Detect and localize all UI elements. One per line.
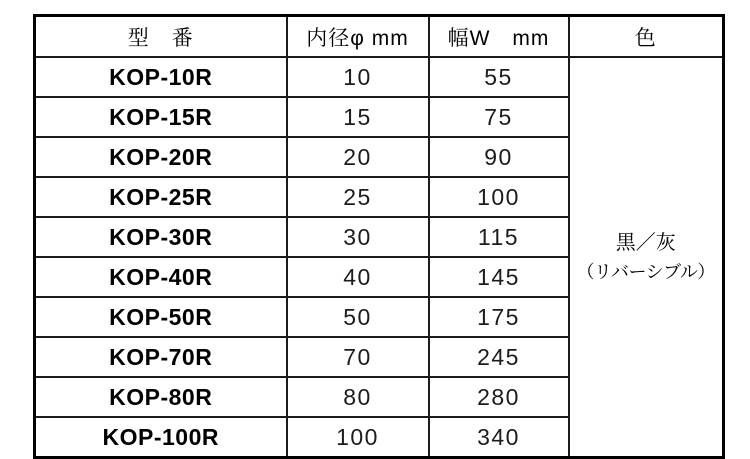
- color-note: （リバーシブル）: [576, 261, 715, 282]
- width-cell: 55: [429, 57, 569, 97]
- inner-diameter-cell: 50: [287, 297, 429, 337]
- model-cell: KOP-80R: [35, 377, 287, 417]
- inner-diameter-cell: 70: [287, 337, 429, 377]
- table-header: [35, 16, 724, 58]
- width-cell: 245: [429, 337, 569, 377]
- header-model: 型 番: [35, 16, 287, 58]
- model-cell: KOP-30R: [35, 217, 287, 257]
- model-cell: KOP-100R: [35, 417, 287, 458]
- header-color: 色: [569, 16, 724, 58]
- inner-diameter-cell: 40: [287, 257, 429, 297]
- width-cell: 145: [429, 257, 569, 297]
- model-cell: KOP-15R: [35, 97, 287, 137]
- width-cell: 340: [429, 417, 569, 458]
- width-cell: 100: [429, 177, 569, 217]
- width-cell: 115: [429, 217, 569, 257]
- model-cell: KOP-20R: [35, 137, 287, 177]
- inner-diameter-cell: 15: [287, 97, 429, 137]
- color-cell: [569, 57, 724, 458]
- header-width: 幅W mm: [429, 16, 569, 58]
- model-cell: KOP-70R: [35, 337, 287, 377]
- model-cell: KOP-10R: [35, 57, 287, 97]
- table-body: [35, 57, 724, 458]
- color-value: 黒／灰: [615, 231, 676, 254]
- model-cell: KOP-50R: [35, 297, 287, 337]
- width-cell: 90: [429, 137, 569, 177]
- inner-diameter-cell: 20: [287, 137, 429, 177]
- model-cell: KOP-25R: [35, 177, 287, 217]
- header-row: [35, 16, 724, 58]
- inner-diameter-cell: 25: [287, 177, 429, 217]
- spec-table: [33, 14, 725, 459]
- header-inner-diameter: 内径φ mm: [287, 16, 429, 58]
- model-cell: KOP-40R: [35, 257, 287, 297]
- width-cell: 75: [429, 97, 569, 137]
- inner-diameter-cell: 80: [287, 377, 429, 417]
- inner-diameter-cell: 30: [287, 217, 429, 257]
- inner-diameter-cell: 100: [287, 417, 429, 458]
- width-cell: 280: [429, 377, 569, 417]
- width-cell: 175: [429, 297, 569, 337]
- inner-diameter-cell: 10: [287, 57, 429, 97]
- table-row: [35, 57, 724, 97]
